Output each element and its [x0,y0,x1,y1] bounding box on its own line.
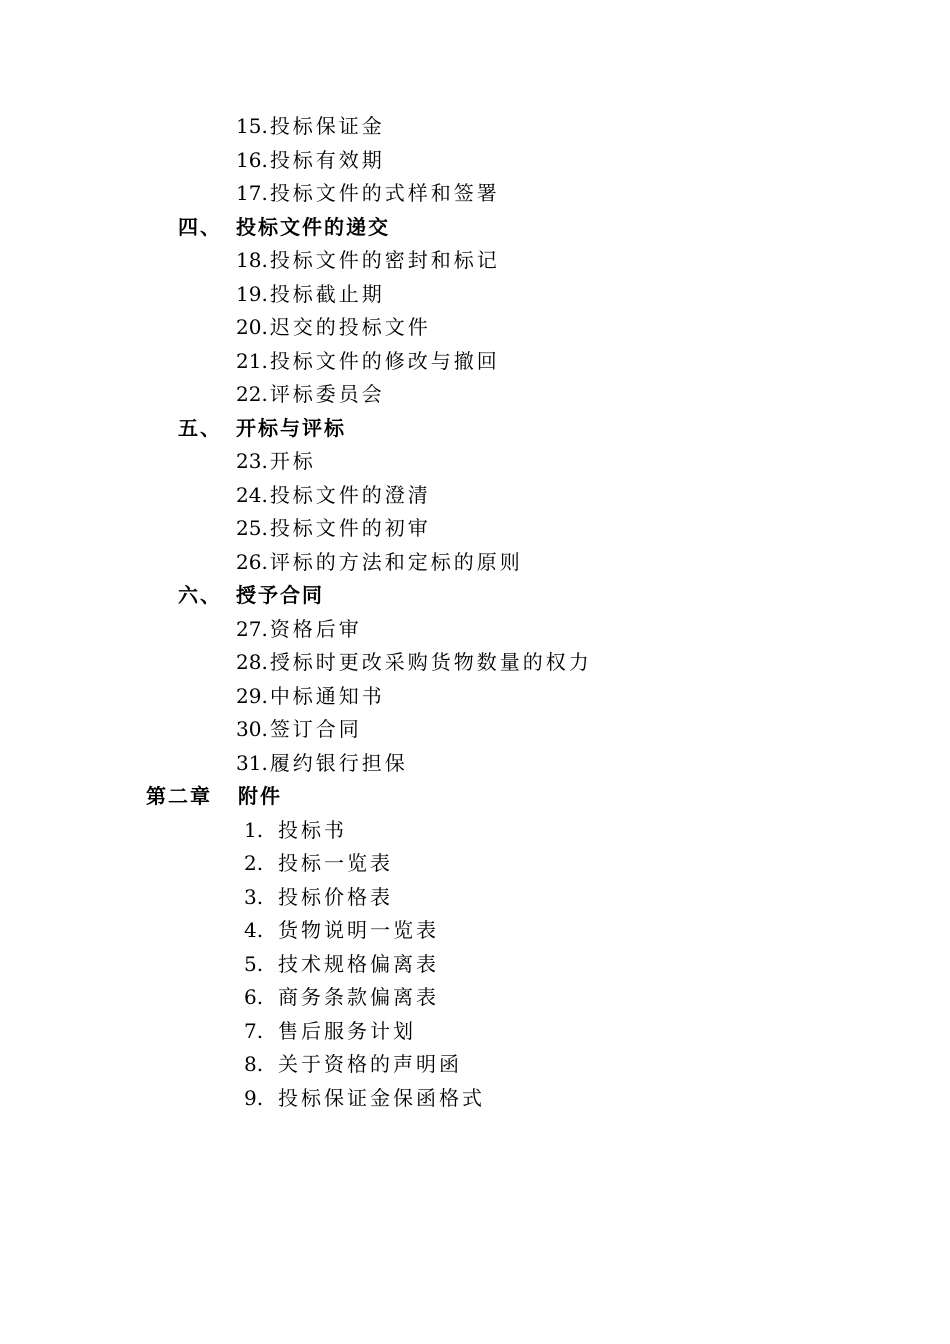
item-title: 迟交的投标文件 [269,315,431,339]
appendix-title: 投标一览表 [278,851,393,875]
item-title: 投标文件的修改与撤回 [269,349,500,373]
toc-item-26 [236,550,523,574]
item-number: 20. [236,315,268,339]
item-title: 投标文件的澄清 [269,483,431,507]
toc-item-23 [236,449,316,473]
toc-item-15 [236,114,385,138]
toc-section-4 [178,215,390,239]
appendix-number: 7. [244,1019,264,1043]
toc-item-20 [236,315,431,339]
section-title: 开标与评标 [236,416,346,440]
item-number: 27. [236,617,268,641]
toc-item-24 [236,483,431,507]
appendix-number: 2. [244,851,264,875]
toc-item-28 [236,650,592,674]
section-number: 六、 [178,583,222,607]
toc-item-31 [236,751,408,775]
appendix-title: 商务条款偏离表 [278,985,439,1009]
section-title: 授予合同 [236,583,324,607]
toc-item-30 [236,717,362,741]
item-title: 投标截止期 [269,282,385,306]
appendix-item-2 [244,851,393,875]
item-number: 24. [236,483,268,507]
appendix-number: 1. [244,818,264,842]
item-title: 签订合同 [269,717,362,741]
item-title: 投标文件的密封和标记 [269,248,500,272]
toc-item-25 [236,516,431,540]
item-title: 开标 [269,449,316,473]
item-title: 评标的方法和定标的原则 [269,550,523,574]
item-title: 资格后审 [269,617,362,641]
toc-item-29 [236,684,385,708]
appendix-item-7 [244,1019,416,1043]
item-number: 22. [236,382,268,406]
toc-item-22 [236,382,385,406]
appendix-item-1 [244,818,347,842]
item-title: 投标保证金 [269,114,385,138]
item-number: 30. [236,717,268,741]
section-number: 五、 [178,416,222,440]
section-title: 投标文件的递交 [236,215,390,239]
toc-item-21 [236,349,500,373]
chapter-title: 附件 [238,784,282,808]
toc-item-16 [236,148,385,172]
toc-section-5 [178,416,346,440]
item-number: 28. [236,650,268,674]
appendix-item-5 [244,952,439,976]
toc-section-6 [178,583,324,607]
item-number: 18. [236,248,268,272]
appendix-item-8 [244,1052,462,1076]
appendix-title: 货物说明一览表 [278,918,439,942]
item-number: 31. [236,751,268,775]
appendix-number: 4. [244,918,264,942]
appendix-title: 投标书 [278,818,347,842]
item-title: 投标有效期 [269,148,385,172]
appendix-number: 5. [244,952,264,976]
item-title: 履约银行担保 [269,751,408,775]
item-number: 26. [236,550,268,574]
appendix-item-9 [244,1086,485,1110]
toc-item-27 [236,617,362,641]
appendix-number: 8. [244,1052,264,1076]
item-number: 21. [236,349,268,373]
chapter-number: 第二章 [146,784,212,808]
toc-item-18 [236,248,500,272]
toc-item-19 [236,282,385,306]
appendix-number: 9. [244,1086,264,1110]
item-number: 19. [236,282,268,306]
appendix-number: 6. [244,985,264,1009]
item-number: 16. [236,148,268,172]
toc-chapter-2 [146,784,282,808]
item-number: 15. [236,114,268,138]
appendix-item-3 [244,885,393,909]
appendix-title: 关于资格的声明函 [278,1052,462,1076]
item-title: 中标通知书 [269,684,385,708]
toc-item-17 [236,181,500,205]
item-title: 授标时更改采购货物数量的权力 [269,650,592,674]
item-title: 投标文件的式样和签署 [269,181,500,205]
item-title: 评标委员会 [269,382,385,406]
item-number: 17. [236,181,268,205]
appendix-title: 售后服务计划 [278,1019,416,1043]
section-number: 四、 [178,215,222,239]
appendix-title: 投标保证金保函格式 [278,1086,485,1110]
item-number: 25. [236,516,268,540]
appendix-item-4 [244,918,439,942]
appendix-item-6 [244,985,439,1009]
item-title: 投标文件的初审 [269,516,431,540]
appendix-title: 技术规格偏离表 [278,952,439,976]
appendix-title: 投标价格表 [278,885,393,909]
appendix-number: 3. [244,885,264,909]
item-number: 29. [236,684,268,708]
item-number: 23. [236,449,268,473]
